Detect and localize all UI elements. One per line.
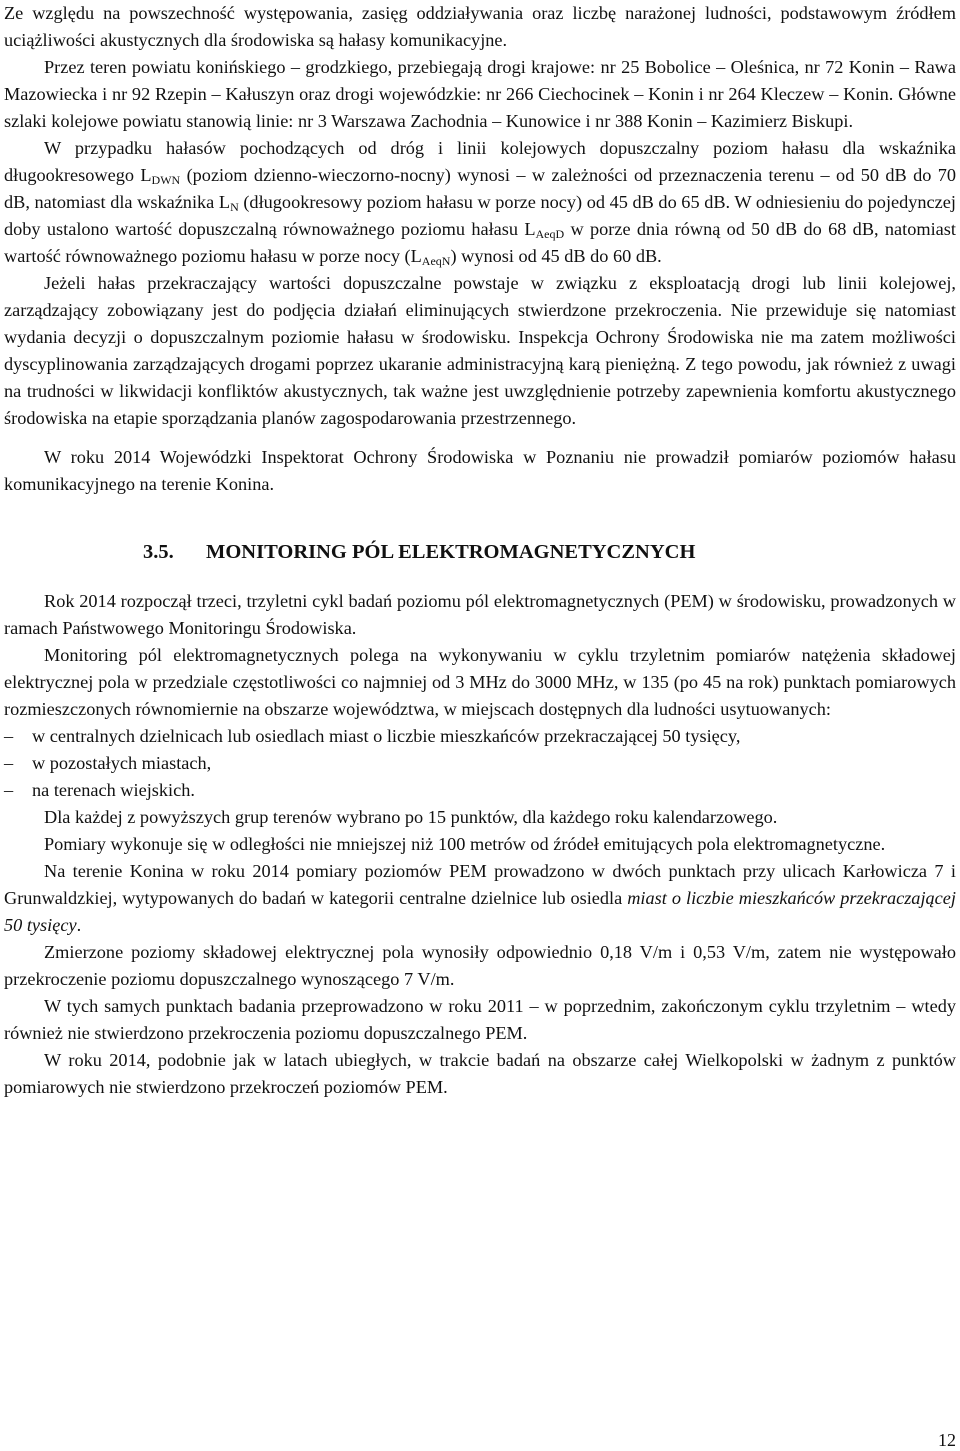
subscript-aeqd: AeqD [535,227,565,241]
list-item-text: w centralnych dzielnicach lub osiedlach miast o liczbie mieszkańców przekraczającej 50 tysięcy, [32,726,741,746]
text-segment: w porze dnia równą od 50 dB do 68 dB, natomiast wartość równoważnego poziomu hałasu w porze nocy (L [4,219,956,266]
paragraph-2011-comparison: W tych samych punktach badania przeprowadzono w roku 2011 – w poprzednim, zakończonym cyklu trzyletnim – wtedy również nie stwierdzono przekroczenia poziomu dopuszczalnego PEM. [4,996,956,1043]
text-segment: . [76,915,82,935]
text-segment: (poziom dzienno-wieczorno-nocny) wynosi – w zależności od przeznaczenia terenu – od 50 dB do 70 dB, natomiast dla wskaźnika L [4,165,957,212]
dash-bullet: – [4,753,14,773]
paragraph-wios-2014: W roku 2014 Wojewódzki Inspektorat Ochrony Środowiska w Poznaniu nie prowadził pomiarów poziomów hałasu komunikacyjnego na terenie Konina. [4,447,956,494]
paragraph-roads-railways: Przez teren powiatu konińskiego – grodzkiego, przebiegają drogi krajowe: nr 25 Bobolice – Oleśnica, nr 72 Konin – Rawa Mazowiecka i nr 92 Rzepin – Kałuszyn oraz drogi wojewódzkie: nr 266 Ciechocinek – Konin i nr 264 Kleczew – Konin. Główne szlaki kolejowe powiatu stanowią linie: nr 3 Warszawa Zachodnia – Kunowice i nr 388 Konin – Kazimierz Biskupi. [4,57,956,131]
dash-bullet: – [4,726,14,746]
text-segment: Na terenie Konina w roku 2014 pomiary poziomów PEM prowadzono w dwóch punktach przy ulicach Karłowicza 7 i Grunwaldzkiej, wytypowanych do badań w kategorii centralne dzielnice lub osiedla [4,861,956,908]
dash-bullet: – [4,780,14,800]
paragraph-konin-measurements [4,858,956,939]
page-number: 12 [938,1430,956,1450]
list-item [4,723,956,750]
list-item-text: na terenach wiejskich. [32,780,195,800]
subscript-dwn: DWN [151,173,181,187]
emphasis-text: miast o liczbie mieszkańców przekraczającej 50 tysięcy [4,888,956,935]
text-segment: (długookresowy poziom hałasu w porze nocy) od 45 dB do 65 dB. W odniesieniu do pojedynczej doby ustalono wartość dopuszczalną równoważnego poziomu hałasu L [4,192,956,239]
paragraph-points-per-group: Dla każdej z powyższych grup terenów wybrano po 15 punktów, dla każdego roku kalendarzowego. [44,807,778,827]
section-heading [4,538,956,566]
paragraph-measured-levels: Zmierzone poziomy składowej elektrycznej pola wynosiły odpowiednio 0,18 V/m i 0,53 V/m, zatem nie występowało przekroczenie poziomu dopuszczalnego wynoszącego 7 V/m. [4,942,956,989]
text-segment: ) wynosi od 45 dB do 60 dB. [450,246,662,266]
paragraph-pem-method: Monitoring pól elektromagnetycznych polega na wykonywaniu w cyklu trzyletnim pomiarów natężenia składowej elektrycznej pola w przedziale częstotliwości co najmniej od 3 MHz do 3000 MHz, w 135 (po 45 na rok) punktach pomiarowych rozmieszczonych równomiernie na obszarze województwa, w miejscach dostępnych dla ludności usytuowanych: [4,645,956,719]
list-item-text: w pozostałych miastach, [32,753,212,773]
paragraph-wielkopolska-summary: W roku 2014, podobnie jak w latach ubiegłych, w trakcie badań na obszarze całej Wielkopolski w żadnym z punktów pomiarowych nie stwierdzono przekroczeń poziomów PEM. [4,1050,956,1097]
subscript-aeqn: AeqN [421,254,451,268]
paragraph-noise-sources: Ze względu na powszechność występowania, zasięg oddziaływania oraz liczbę narażonej ludności, podstawowym źródłem uciążliwości akustycznych dla środowiska są hałasy komunikacyjne. [4,3,956,50]
section-number: 3.5. [143,541,174,563]
paragraph-noise-limits [4,135,956,270]
subscript-n: N [230,200,239,214]
section-title: MONITORING PÓL ELEKTROMAGNETYCZNYCH [206,541,696,563]
paragraph-pem-cycle: Rok 2014 rozpoczął trzeci, trzyletni cykl badań poziomu pól elektromagnetycznych (PEM) w środowisku, prowadzonych w ramach Państwowego Monitoringu Środowiska. [4,591,956,638]
list-item [4,777,956,804]
list-item [4,750,956,777]
text-segment: W przypadku hałasów pochodzących od dróg i linii kolejowych dopuszczalny poziom hałasu dla wskaźnika długookresowego L [4,138,956,185]
location-list [4,723,956,804]
paragraph-exceedances: Jeżeli hałas przekraczający wartości dopuszczalne powstaje w związku z eksploatacją drogi lub linii kolejowej, zarządzający zobowiązany jest do podjęcia działań eliminujących stwierdzone przekroczenia. Nie przewiduje się natomiast wydania decyzji o dopuszczalnym poziomie hałasu w środowisku. Inspekcja Ochrony Środowiska nie ma zatem możliwości dyscyplinowania zarządzających drogami poprzez ukaranie administracyjną karą pieniężną. Z tego powodu, jak również z uwagi na trudności w likwidacji konfliktów akustycznych, tak ważne jest uwzględnienie potrzeby zapewnienia komfortu akustycznego środowiska na etapie sporządzania planów zagospodarowania przestrzennego. [4,273,956,428]
paragraph-measurement-distance: Pomiary wykonuje się w odległości nie mniejszej niż 100 metrów od źródeł emitujących pola elektromagnetyczne. [44,834,886,854]
document-page [4,0,956,1101]
